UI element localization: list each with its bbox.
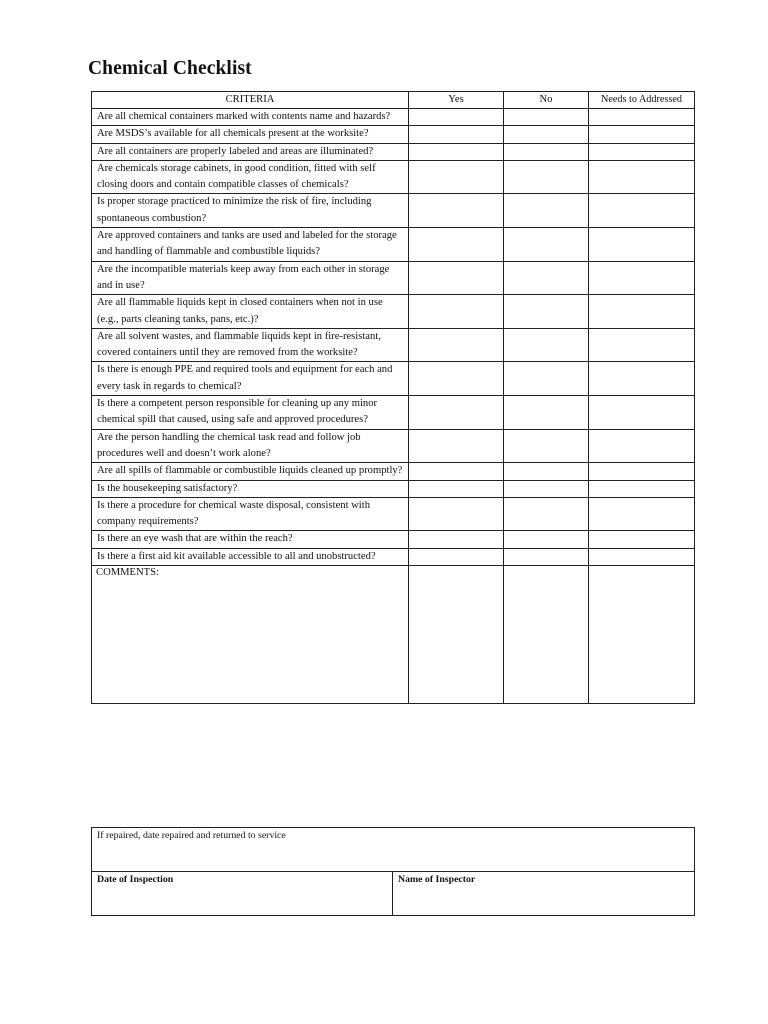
table-row — [92, 194, 695, 228]
needs-addressed-cell[interactable] — [589, 261, 695, 295]
criteria-cell: Is the housekeeping satisfactory? — [92, 480, 409, 497]
yes-cell[interactable] — [409, 548, 504, 565]
no-cell[interactable] — [504, 328, 589, 362]
no-cell[interactable] — [504, 396, 589, 430]
yes-cell[interactable] — [409, 362, 504, 396]
needs-addressed-header: Needs to Addressed — [589, 92, 695, 109]
no-cell[interactable] — [504, 362, 589, 396]
no-cell[interactable] — [504, 295, 589, 329]
table-row — [92, 497, 695, 531]
needs-addressed-cell[interactable] — [589, 143, 695, 160]
needs-addressed-cell[interactable] — [589, 126, 695, 143]
table-row — [92, 396, 695, 430]
no-cell[interactable] — [504, 463, 589, 480]
criteria-cell: Are the person handling the chemical task read and follow job procedures well and doesn’t work alone? — [92, 429, 409, 463]
no-cell[interactable] — [504, 194, 589, 228]
repair-table — [91, 827, 695, 916]
yes-cell[interactable] — [409, 126, 504, 143]
no-cell[interactable] — [504, 480, 589, 497]
comments-yes-cell[interactable] — [409, 566, 504, 704]
comments-field[interactable] — [92, 566, 409, 704]
table-row — [92, 429, 695, 463]
table-row — [92, 228, 695, 262]
no-header: No — [504, 92, 589, 109]
no-cell[interactable] — [504, 548, 589, 565]
checklist-table — [91, 91, 695, 704]
criteria-cell: Are all solvent wastes, and flammable liquids kept in fire-resistant, covered containers until they are removed from the worksite? — [92, 328, 409, 362]
needs-addressed-cell[interactable] — [589, 531, 695, 548]
yes-cell[interactable] — [409, 109, 504, 126]
no-cell[interactable] — [504, 261, 589, 295]
needs-addressed-cell[interactable] — [589, 109, 695, 126]
needs-addressed-cell[interactable] — [589, 396, 695, 430]
comments-needs-cell[interactable] — [589, 566, 695, 704]
criteria-cell: Is there a procedure for chemical waste disposal, consistent with company requirements? — [92, 497, 409, 531]
yes-cell[interactable] — [409, 228, 504, 262]
needs-addressed-cell[interactable] — [589, 328, 695, 362]
criteria-cell: Are all chemical containers marked with contents name and hazards? — [92, 109, 409, 126]
page-title: Chemical Checklist — [88, 58, 252, 79]
repaired-date-field[interactable] — [92, 828, 695, 872]
comments-label: COMMENTS: — [96, 567, 159, 579]
table-row — [92, 295, 695, 329]
needs-addressed-cell[interactable] — [589, 194, 695, 228]
criteria-cell: Are all containers are properly labeled and areas are illuminated? — [92, 143, 409, 160]
table-row — [92, 160, 695, 194]
table-row — [92, 463, 695, 480]
repaired-date-label: If repaired, date repaired and returned to service — [97, 830, 286, 841]
yes-cell[interactable] — [409, 261, 504, 295]
needs-addressed-cell[interactable] — [589, 480, 695, 497]
no-cell[interactable] — [504, 160, 589, 194]
inspection-date-field[interactable] — [92, 872, 393, 916]
inspector-name-field[interactable] — [393, 872, 695, 916]
criteria-cell: Is there is enough PPE and required tools and equipment for each and every task in regards to chemical? — [92, 362, 409, 396]
criteria-cell: Are chemicals storage cabinets, in good condition, fitted with self closing doors and contain compatible classes of chemicals? — [92, 160, 409, 194]
criteria-cell: Is there a competent person responsible for cleaning up any minor chemical spill that caused, using safe and approved procedures? — [92, 396, 409, 430]
table-row — [92, 126, 695, 143]
no-cell[interactable] — [504, 126, 589, 143]
yes-cell[interactable] — [409, 463, 504, 480]
comments-row — [92, 566, 695, 704]
yes-cell[interactable] — [409, 429, 504, 463]
no-cell[interactable] — [504, 429, 589, 463]
yes-cell[interactable] — [409, 143, 504, 160]
inspection-date-label: Date of Inspection — [97, 874, 174, 885]
table-row — [92, 261, 695, 295]
criteria-cell: Are the incompatible materials keep away from each other in storage and in use? — [92, 261, 409, 295]
criteria-cell: Are all spills of flammable or combustible liquids cleaned up promptly? — [92, 463, 409, 480]
no-cell[interactable] — [504, 497, 589, 531]
criteria-body — [92, 109, 695, 704]
table-row — [92, 143, 695, 160]
needs-addressed-cell[interactable] — [589, 228, 695, 262]
yes-cell[interactable] — [409, 396, 504, 430]
yes-cell[interactable] — [409, 295, 504, 329]
no-cell[interactable] — [504, 109, 589, 126]
criteria-cell: Are approved containers and tanks are used and labeled for the storage and handling of flammable and combustible liquids? — [92, 228, 409, 262]
needs-addressed-cell[interactable] — [589, 429, 695, 463]
table-row — [92, 362, 695, 396]
comments-no-cell[interactable] — [504, 566, 589, 704]
yes-cell[interactable] — [409, 194, 504, 228]
criteria-cell: Are MSDS’s available for all chemicals present at the worksite? — [92, 126, 409, 143]
needs-addressed-cell[interactable] — [589, 548, 695, 565]
needs-addressed-cell[interactable] — [589, 160, 695, 194]
no-cell[interactable] — [504, 228, 589, 262]
yes-cell[interactable] — [409, 480, 504, 497]
needs-addressed-cell[interactable] — [589, 362, 695, 396]
inspector-name-label: Name of Inspector — [398, 874, 476, 885]
table-row — [92, 328, 695, 362]
criteria-cell: Is there an eye wash that are within the reach? — [92, 531, 409, 548]
yes-header: Yes — [409, 92, 504, 109]
yes-cell[interactable] — [409, 497, 504, 531]
header-row — [92, 92, 695, 109]
yes-cell[interactable] — [409, 328, 504, 362]
criteria-header: CRITERIA — [92, 92, 409, 109]
needs-addressed-cell[interactable] — [589, 463, 695, 480]
no-cell[interactable] — [504, 531, 589, 548]
table-row — [92, 548, 695, 565]
table-row — [92, 480, 695, 497]
yes-cell[interactable] — [409, 531, 504, 548]
criteria-cell: Is proper storage practiced to minimize the risk of fire, including spontaneous combustion? — [92, 194, 409, 228]
no-cell[interactable] — [504, 143, 589, 160]
yes-cell[interactable] — [409, 160, 504, 194]
needs-addressed-cell[interactable] — [589, 497, 695, 531]
table-row — [92, 531, 695, 548]
needs-addressed-cell[interactable] — [589, 295, 695, 329]
criteria-cell: Are all flammable liquids kept in closed containers when not in use (e.g., parts cleaning tanks, pans, etc.)? — [92, 295, 409, 329]
table-row — [92, 109, 695, 126]
criteria-cell: Is there a first aid kit available accessible to all and unobstructed? — [92, 548, 409, 565]
